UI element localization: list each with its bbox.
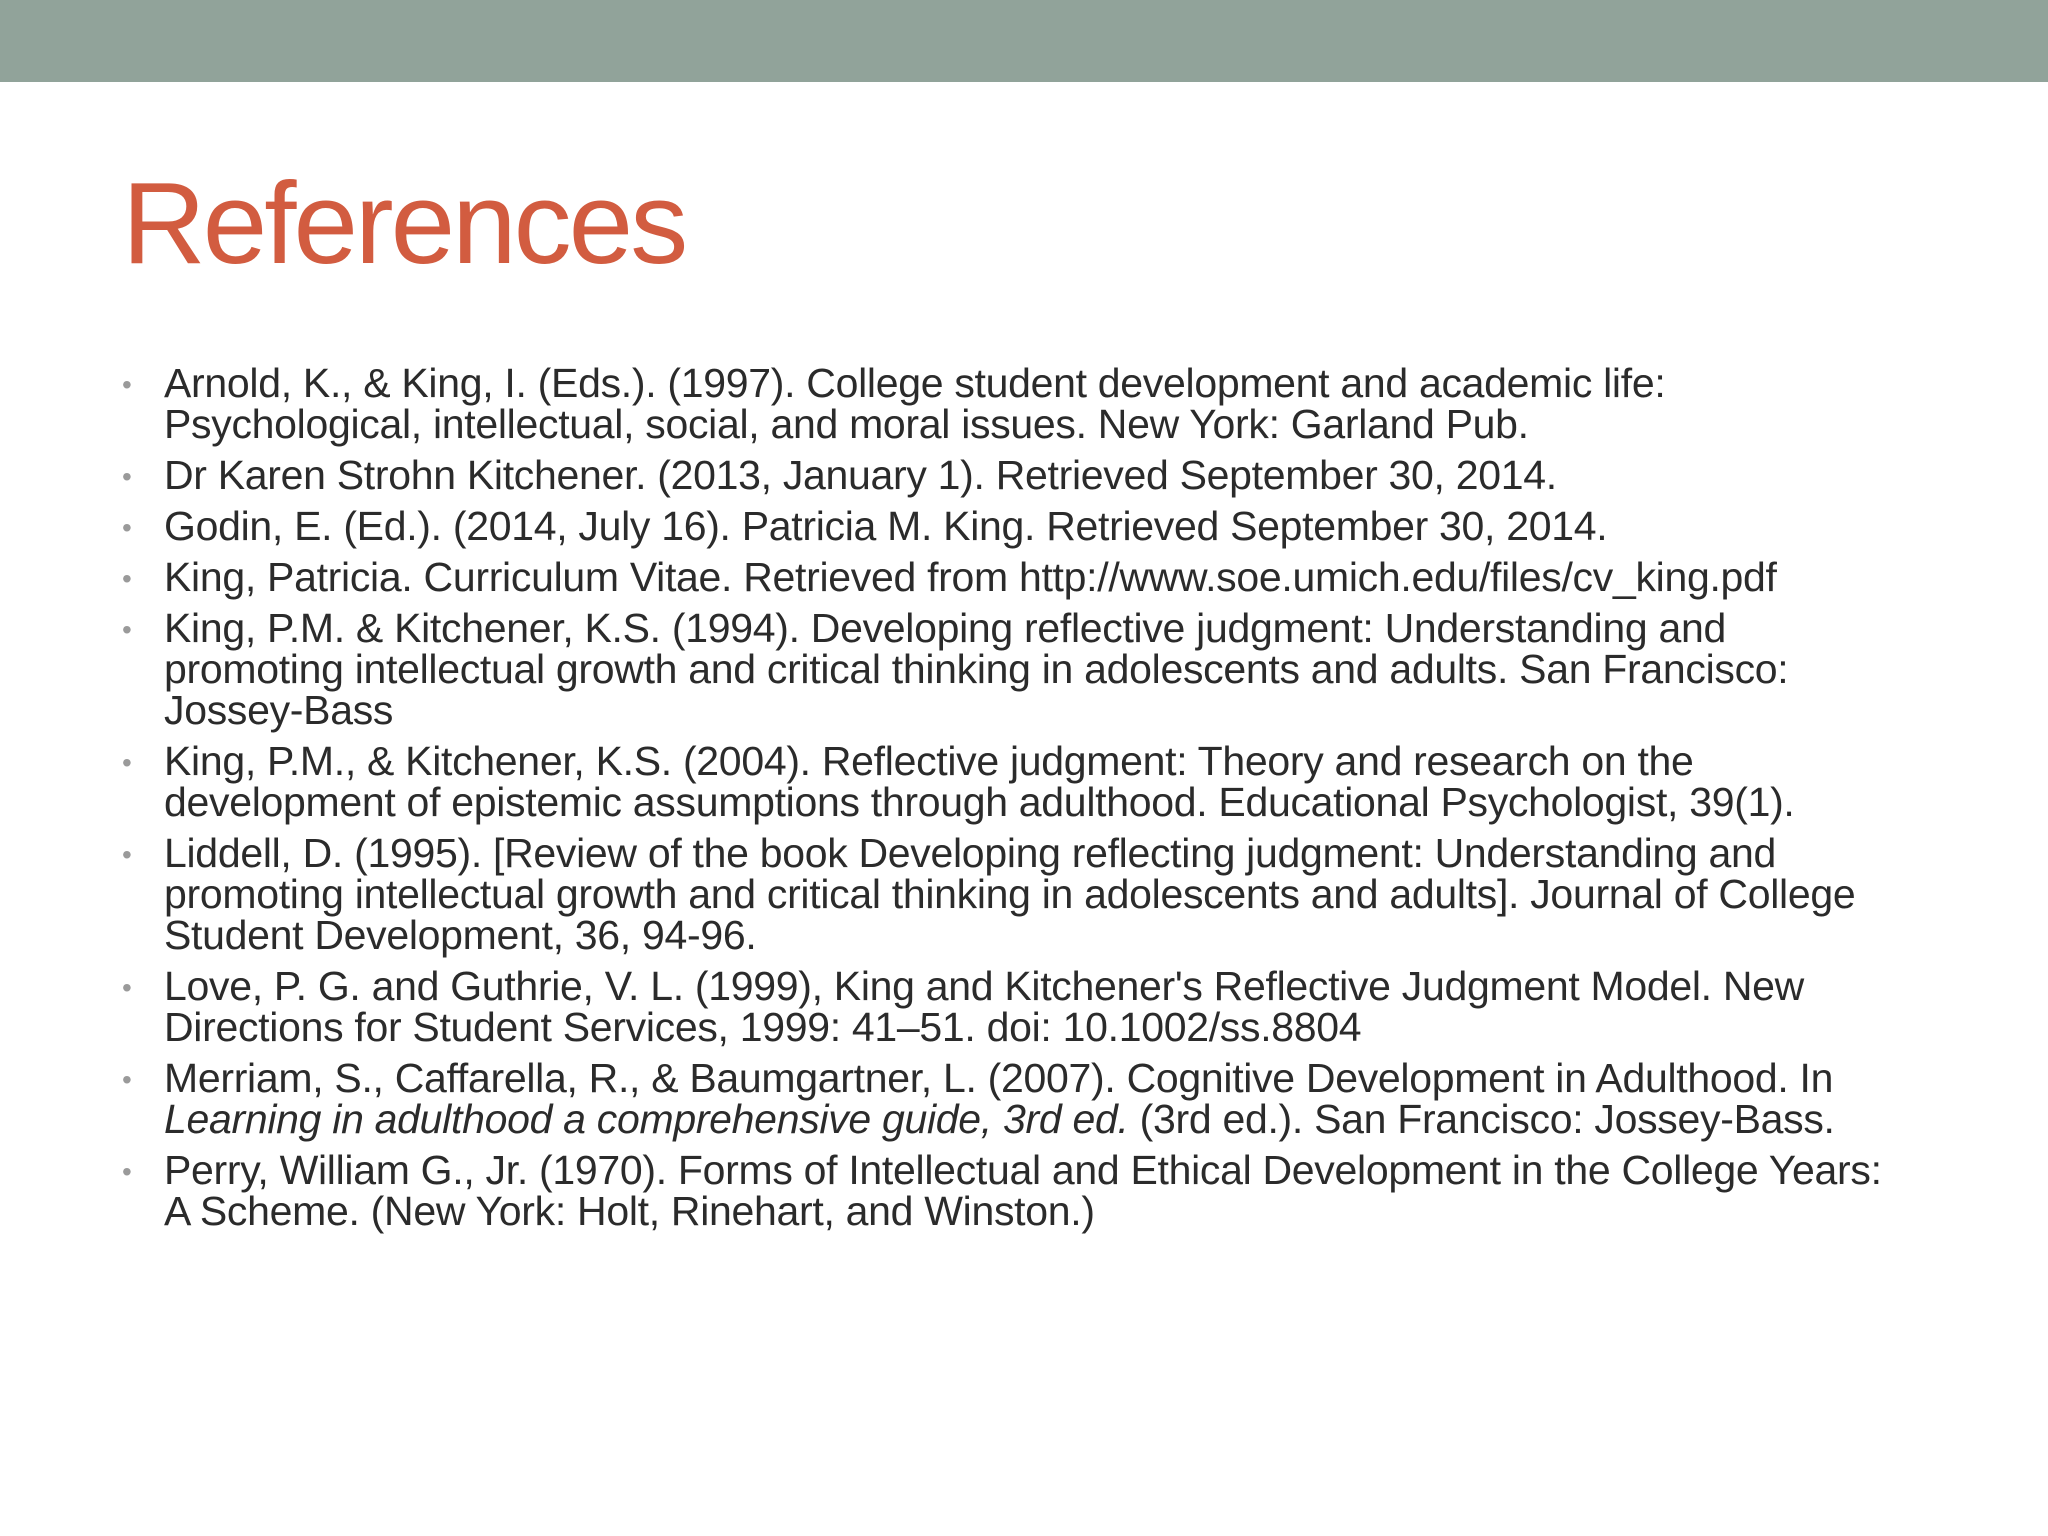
reference-item — [122, 360, 1904, 447]
bullet-icon: • — [122, 461, 132, 492]
bullet-icon: • — [122, 747, 132, 778]
top-band — [0, 0, 2048, 82]
bullet-icon: • — [122, 1064, 132, 1095]
reference-item — [122, 963, 1904, 1050]
reference-text — [164, 1055, 1904, 1142]
reference-item — [122, 554, 1904, 600]
reference-text: Arnold, K., & King, I. (Eds.). (1997). College student development and academic life: Psychological, intellectual, social, and moral issues. New York: Garland Pub. — [164, 360, 1666, 447]
reference-item — [122, 830, 1904, 958]
reference-list — [122, 360, 1904, 1242]
reference-text: Perry, William G., Jr. (1970). Forms of Intellectual and Ethical Development in the College Years: A Scheme. (New York: Holt, Rinehart, and Winston.) — [164, 1147, 1882, 1234]
reference-item — [122, 1055, 1904, 1142]
reference-text: King, P.M., & Kitchener, K.S. (2004). Reflective judgment: Theory and research on the development of epistemic assumptions through adulthood. Educational Psychologist, 39(1). — [164, 738, 1795, 825]
reference-text: Godin, E. (Ed.). (2014, July 16). Patricia M. King. Retrieved September 30, 2014. — [164, 503, 1608, 549]
bullet-icon: • — [122, 563, 132, 594]
bullet-icon: • — [122, 1156, 132, 1187]
bullet-icon: • — [122, 972, 132, 1003]
reference-item — [122, 738, 1904, 825]
reference-text: Dr Karen Strohn Kitchener. (2013, January 1). Retrieved September 30, 2014. — [164, 452, 1557, 498]
reference-item — [122, 605, 1904, 733]
slide-title: References — [122, 158, 686, 288]
reference-text: Liddell, D. (1995). [Review of the book Developing reflecting judgment: Understanding and promoting intellectual growth and critical thinking in adolescents and adults]. Journal of College Student Development, 36, 94-96. — [164, 830, 1856, 958]
reference-text-part: (3rd ed.). San Francisco: Jossey-Bass. — [1128, 1096, 1835, 1142]
reference-item — [122, 1147, 1904, 1234]
bullet-icon: • — [122, 369, 132, 400]
reference-text: Love, P. G. and Guthrie, V. L. (1999), King and Kitchener's Reflective Judgment Model. New Directions for Student Services, 1999: 41–51. doi: 10.1002/ss.8804 — [164, 963, 1804, 1050]
reference-book-title: Learning in adulthood a comprehensive guide, 3rd ed. — [164, 1096, 1129, 1142]
bullet-icon: • — [122, 614, 132, 645]
bullet-icon: • — [122, 839, 132, 870]
reference-text: King, P.M. & Kitchener, K.S. (1994). Developing reflective judgment: Understanding and promoting intellectual growth and critical thinking in adolescents and adults. San Francisco: Jossey-Bass — [164, 605, 1789, 733]
reference-item — [122, 503, 1904, 549]
reference-item — [122, 452, 1904, 498]
reference-text: King, Patricia. Curriculum Vitae. Retrieved from http://www.soe.umich.edu/files/cv_king.pdf — [164, 554, 1777, 600]
bullet-icon: • — [122, 512, 132, 543]
reference-text-part: Merriam, S., Caffarella, R., & Baumgartner, L. (2007). Cognitive Development in Adulthood. In — [164, 1055, 1834, 1101]
